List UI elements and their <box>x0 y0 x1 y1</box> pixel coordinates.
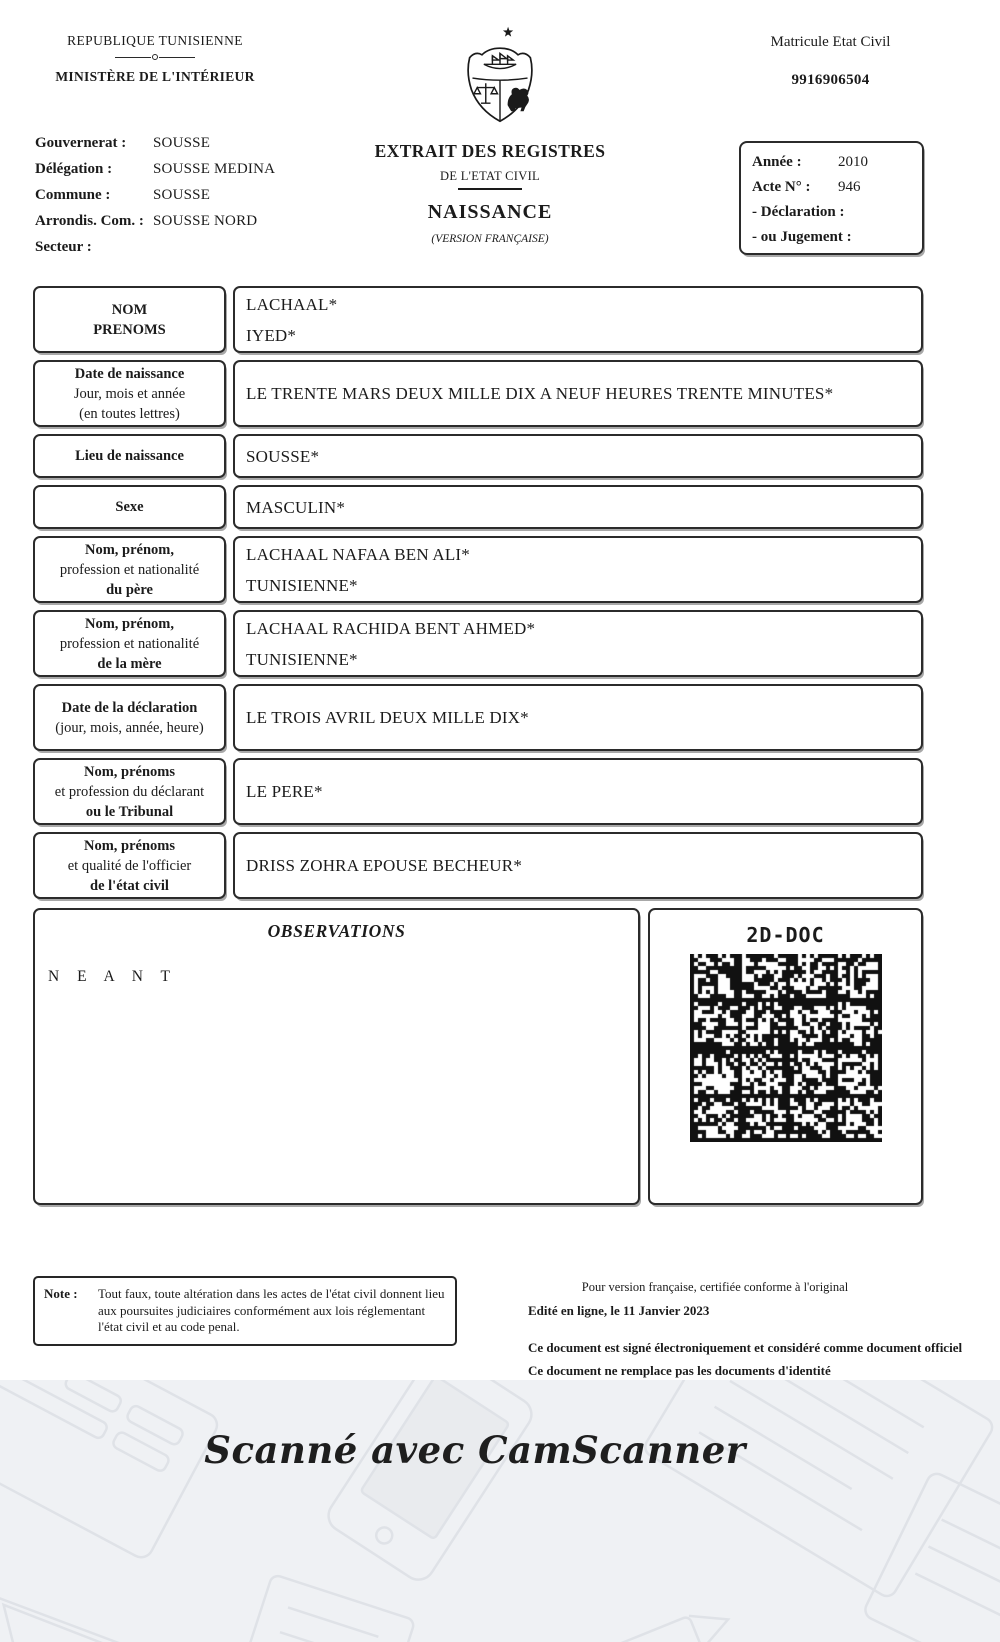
barcode-label: 2D-DOC <box>746 923 825 947</box>
datamatrix-barcode <box>690 954 882 1142</box>
field-value-cell <box>233 286 923 353</box>
field-row <box>33 832 923 899</box>
field-label-cell <box>33 360 226 427</box>
field-value-line: TUNISIENNE* <box>246 575 358 595</box>
field-value-line: IYED* <box>246 325 297 345</box>
acte-label: - Déclaration : <box>752 204 845 220</box>
acte-label: - ou Jugement : <box>752 229 852 245</box>
field-label-cell <box>33 684 226 751</box>
field-row <box>33 684 923 751</box>
field-row <box>33 536 923 603</box>
acte-row <box>752 175 911 200</box>
field-label-cell <box>33 758 226 825</box>
location-label: Commune : <box>35 187 111 203</box>
observations-value: N E A N T <box>48 968 178 985</box>
field-label-line: et qualité de l'officier <box>67 857 192 874</box>
matricule-label: Matricule Etat Civil <box>770 34 891 50</box>
field-label-line: Jour, mois et année <box>73 385 186 402</box>
signature-notice-line: Ce document est signé électroniquement et considéré comme document officiel <box>528 1340 963 1355</box>
title-version: (VERSION FRANÇAISE) <box>431 233 549 245</box>
acte-value: 946 <box>838 179 861 195</box>
field-value-line: LE TROIS AVRIL DEUX MILLE DIX* <box>246 708 529 727</box>
field-label-line: et profession du déclarant <box>54 783 205 800</box>
field-label-line: Nom, prénom, <box>84 615 174 632</box>
acte-row <box>752 150 911 175</box>
field-value-cell <box>233 434 923 478</box>
field-row <box>33 610 923 677</box>
certification-line: Pour version française, certifiée conforme à l'original <box>581 1280 849 1294</box>
location-label: Arrondis. Com. : <box>35 213 144 229</box>
note-label: Note : <box>44 1286 78 1301</box>
location-value: SOUSSE <box>153 187 211 203</box>
doodle-card <box>862 1470 1000 1642</box>
field-value-line: LE PERE* <box>246 782 323 801</box>
document-title-block <box>340 141 640 245</box>
location-row <box>35 182 275 208</box>
doodle-note <box>243 1574 415 1642</box>
header-divider <box>38 54 272 60</box>
field-value-line: DRISS ZOHRA EPOUSE BECHEUR* <box>246 856 523 875</box>
observations-title: OBSERVATIONS <box>267 921 406 941</box>
location-row <box>35 130 275 156</box>
star-icon <box>503 27 513 37</box>
footer-doodles <box>0 1380 1000 1642</box>
field-value-cell <box>233 485 923 529</box>
doodle-document <box>642 1380 996 1600</box>
field-label-cell <box>33 610 226 677</box>
field-value-line: MASCULIN* <box>246 497 346 517</box>
location-row <box>35 234 275 260</box>
location-block <box>35 130 275 260</box>
field-label-line: Lieu de naissance <box>75 448 184 464</box>
field-value-cell <box>233 758 923 825</box>
acte-value: 2010 <box>838 154 868 170</box>
note-text: Tout faux, toute altération dans les actes de l'état civil donnent lieu aux poursuites judiciaires conformément aux lois réglementant l'état civil et au code penal. <box>98 1286 445 1334</box>
field-row <box>33 485 923 529</box>
location-value: SOUSSE NORD <box>153 213 258 229</box>
lion-icon <box>508 88 529 111</box>
field-label-line: Sexe <box>115 499 144 515</box>
field-value-line: LACHAAL RACHIDA BENT AHMED* <box>246 618 536 638</box>
location-label: Délégation : <box>35 161 113 177</box>
field-label-line: NOM <box>111 301 148 318</box>
acte-label: Acte N° : <box>752 179 811 195</box>
acte-row <box>752 200 911 225</box>
field-value-line: TUNISIENNE* <box>246 649 358 669</box>
republic-title: REPUBLIQUE TUNISIENNE <box>67 33 243 48</box>
field-label-line: profession et nationalité <box>59 561 200 578</box>
field-label-line: Nom, prénom, <box>84 541 174 558</box>
title-extrait: EXTRAIT DES REGISTRES <box>374 141 606 161</box>
field-row <box>33 286 923 353</box>
field-label-line: PRENOMS <box>93 321 166 338</box>
doodle-phone <box>322 1380 537 1586</box>
acte-label: Année : <box>752 154 802 170</box>
field-label-line: (jour, mois, année, heure) <box>55 719 204 736</box>
field-value-cell <box>233 832 923 899</box>
field-label-line: de la mère <box>97 655 162 672</box>
title-etat-civil: DE L'ETAT CIVIL <box>440 169 540 183</box>
field-label-line: Date de naissance <box>74 365 185 382</box>
location-label: Gouvernerat : <box>35 135 127 151</box>
field-value-line: LE TRENTE MARS DEUX MILLE DIX A NEUF HEURES TRENTE MINUTES* <box>246 384 834 403</box>
tunisia-coat-of-arms-icon <box>451 14 549 126</box>
field-label-line: Date de la déclaration <box>61 699 198 716</box>
field-label-line: du père <box>106 581 153 598</box>
camscanner-footer-band <box>0 1380 1000 1642</box>
field-value-line: SOUSSE* <box>246 446 320 466</box>
doodle-pencil <box>550 1603 735 1642</box>
field-row <box>33 434 923 478</box>
matricule-number: 9916906504 <box>791 72 870 88</box>
field-label-line: ou le Tribunal <box>85 803 174 820</box>
title-underline <box>458 188 522 190</box>
legal-note-box <box>33 1276 457 1346</box>
fields-table <box>33 286 923 906</box>
acte-box <box>739 141 924 255</box>
field-label-cell <box>33 485 226 529</box>
field-label-line: profession et nationalité <box>59 635 200 652</box>
location-row <box>35 156 275 182</box>
divider-line <box>159 57 195 58</box>
ship-icon <box>484 53 516 68</box>
divider-dot <box>152 54 158 60</box>
matricule-block <box>733 34 928 89</box>
location-value: SOUSSE MEDINA <box>153 161 276 177</box>
crescent-icon <box>493 21 505 45</box>
title-naissance: NAISSANCE <box>427 201 553 223</box>
doodle-ruler <box>0 1553 139 1642</box>
edition-date-line: Edité en ligne, le 11 Janvier 2023 <box>528 1303 710 1318</box>
camscanner-caption: Scanné avec CamScanner <box>204 1428 746 1472</box>
field-label-cell <box>33 536 226 603</box>
identity-notice-line: Ce document ne remplace pas les documents d'identité <box>528 1363 831 1378</box>
field-value-cell <box>233 360 923 427</box>
field-value-cell <box>233 610 923 677</box>
ministry-title: MINISTÈRE DE L'INTÉRIEUR <box>55 69 255 84</box>
field-value-cell <box>233 536 923 603</box>
field-value-cell <box>233 684 923 751</box>
divider-line <box>115 57 151 58</box>
location-value: SOUSSE <box>153 135 211 151</box>
field-row <box>33 758 923 825</box>
government-header <box>38 33 272 85</box>
barcode-box <box>648 908 923 1205</box>
field-label-line: Nom, prénoms <box>83 763 176 780</box>
field-label-line: Nom, prénoms <box>83 837 176 854</box>
field-value-line: LACHAAL* <box>246 294 338 314</box>
field-row <box>33 360 923 427</box>
location-row <box>35 208 275 234</box>
location-label: Secteur : <box>35 239 92 255</box>
acte-row <box>752 225 911 250</box>
observations-box <box>33 908 640 1205</box>
field-label-cell <box>33 434 226 478</box>
field-label-cell <box>33 286 226 353</box>
field-label-line: de l'état civil <box>90 877 169 894</box>
field-label-line: (en toutes lettres) <box>79 405 180 422</box>
field-label-cell <box>33 832 226 899</box>
field-value-line: LACHAAL NAFAA BEN ALI* <box>246 544 470 564</box>
